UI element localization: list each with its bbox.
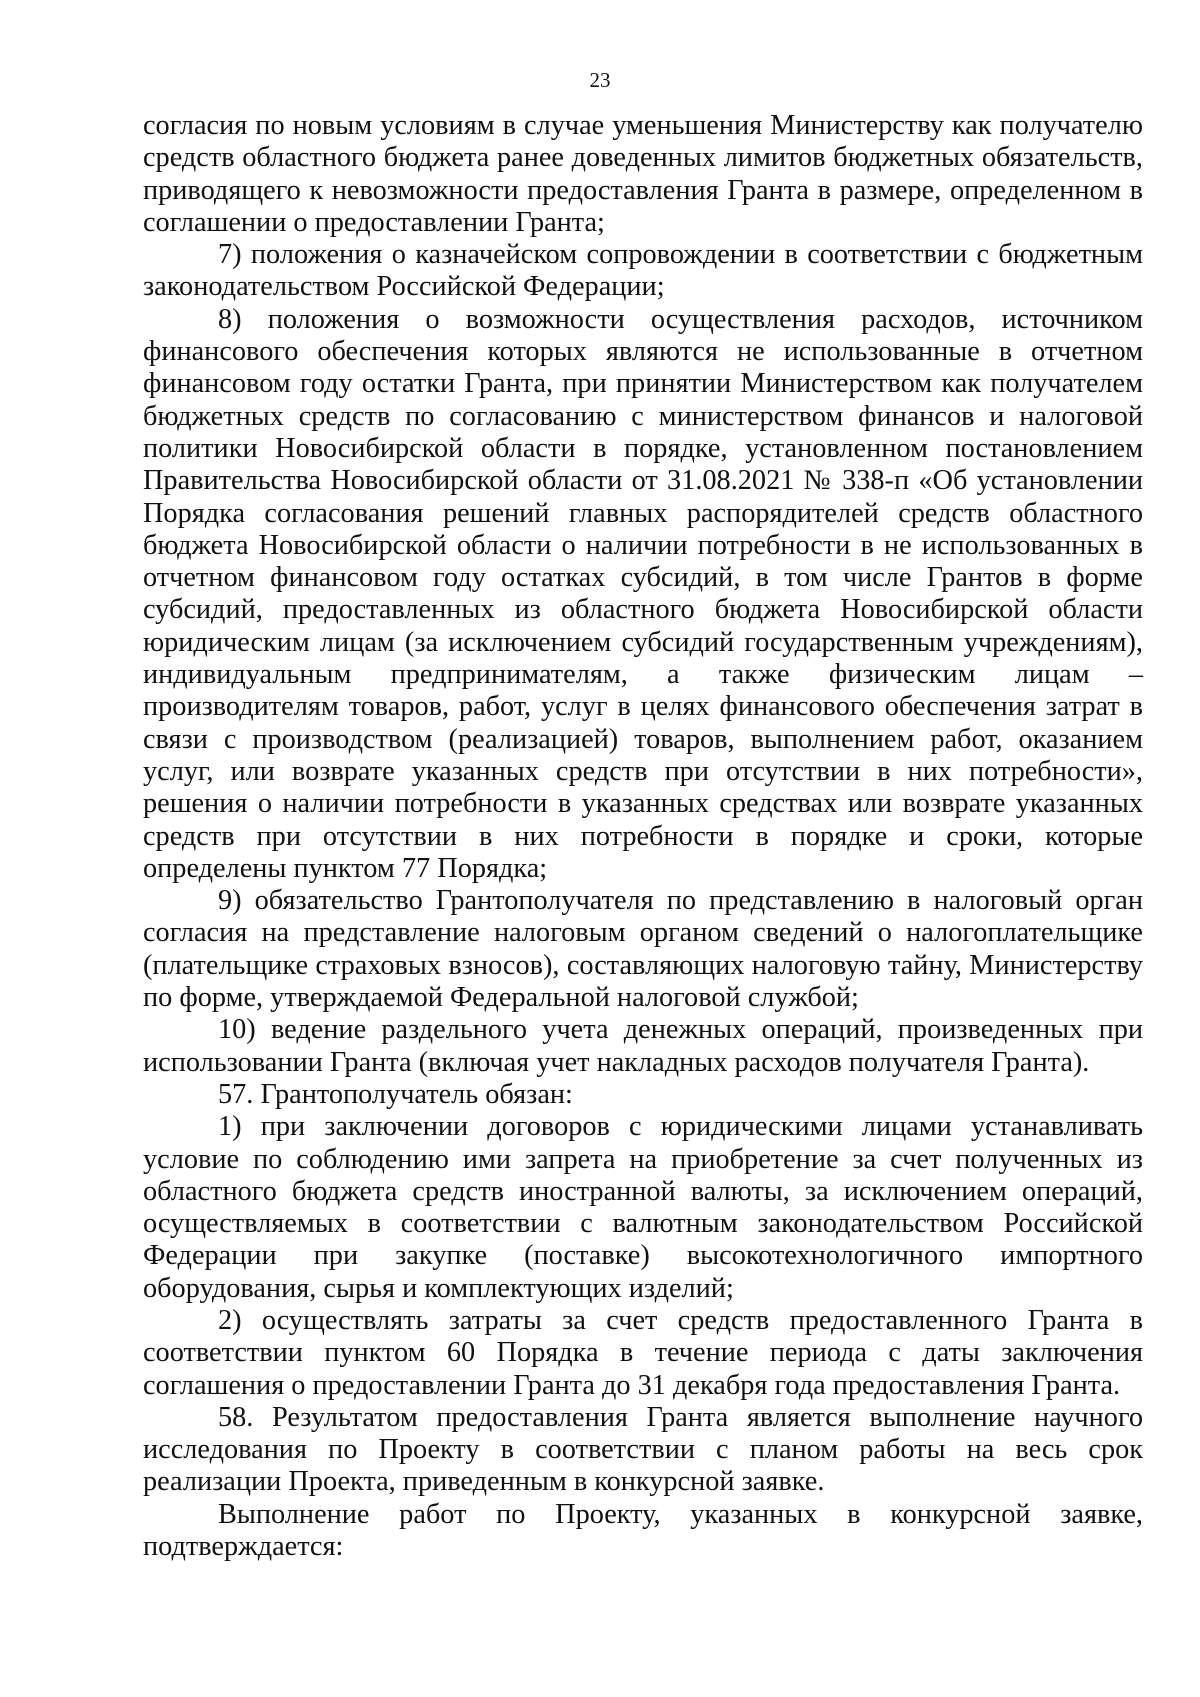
paragraph-clause-57-item-1: 1) при заключении договоров с юридическими лицами устанавливать условие по соблюдению ими запрета на приобретение за счет полученных из областного бюджета средств иностранной валюты, за исключением операций, осуществляемых в соответствии с валютным законодательством Российской Федерации при закупке (поставке) высокотехнологичного импортного оборудования, сырья и комплектующих изделий; — [143, 1111, 1143, 1304]
paragraph-continuation: согласия по новым условиям в случае уменьшения Министерству как получателю средств областного бюджета ранее доведенных лимитов бюджетных обязательств, приводящего к невозможности предоставления Гранта в размере, определенном в соглашении о предоставлении Гранта; — [143, 110, 1143, 238]
paragraph-clause-58: 58. Результатом предоставления Гранта является выполнение научного исследования по Проекту в соответствии с планом работы на весь срок реализации Проекта, приведенным в конкурсной заявке. — [143, 1401, 1143, 1498]
paragraph-clause-57: 57. Грантополучатель обязан: — [218, 1078, 573, 1110]
page-number: 23 — [589, 68, 611, 92]
paragraph-item-9: 9) обязательство Грантополучателя по представлению в налоговый орган согласия на представление налоговым органом сведений о налогоплательщике (плательщике страховых взносов), составляющих налоговую тайну, Министерству по форме, утверждаемой Федеральной налоговой службой; — [143, 885, 1143, 1014]
document-body — [143, 110, 1143, 1563]
paragraph-item-8: 8) положения о возможности осуществления расходов, источником финансового обеспечения которых являются не использованные в отчетном финансовом году остатки Гранта, при принятии Министерством как получателем бюджетных средств по согласованию с министерством финансов и налоговой политики Новосибирской области в порядке, установленном постановлением Правительства Новосибирской области от 31.08.2021 № 338-п «Об установлении Порядка согласования решений главных распорядителей средств областного бюджета Новосибирской области о наличии потребности в не использованных в отчетном финансовом году остатках субсидий, в том числе Грантов в форме субсидий, предоставленных из областного бюджета Новосибирской области юридическим лицам (за исключением субсидий государственным учреждениям), индивидуальным предпринимателям, а также физическим лицам – производителям товаров, работ, услуг в целях финансового обеспечения затрат в связи с производством (реализацией) товаров, выполнением работ, оказанием услуг, или возврате указанных средств при отсутствии в них потребности», решения о наличии потребности в указанных средствах или возврате указанных средств при отсутствии в них потребности в порядке и сроки, которые определены пунктом 77 Порядка; — [143, 303, 1143, 884]
paragraph-clause-57-item-2: 2) осуществлять затраты за счет средств предоставленного Гранта в соответствии пунктом 60 Порядка в течение периода с даты заключения соглашения о предоставлении Гранта до 31 декабря года предоставления Гранта. — [143, 1304, 1143, 1401]
paragraph-item-7: 7) положения о казначейском сопровождении в соответствии с бюджетным законодательством Российской Федерации; — [143, 239, 1143, 303]
paragraph-item-10: 10) ведение раздельного учета денежных операций, произведенных при использовании Гранта (включая учет накладных расходов получателя Гранта). — [143, 1014, 1143, 1078]
paragraph-confirmation: Выполнение работ по Проекту, указанных в конкурсной заявке, подтверждается: — [143, 1498, 1143, 1563]
